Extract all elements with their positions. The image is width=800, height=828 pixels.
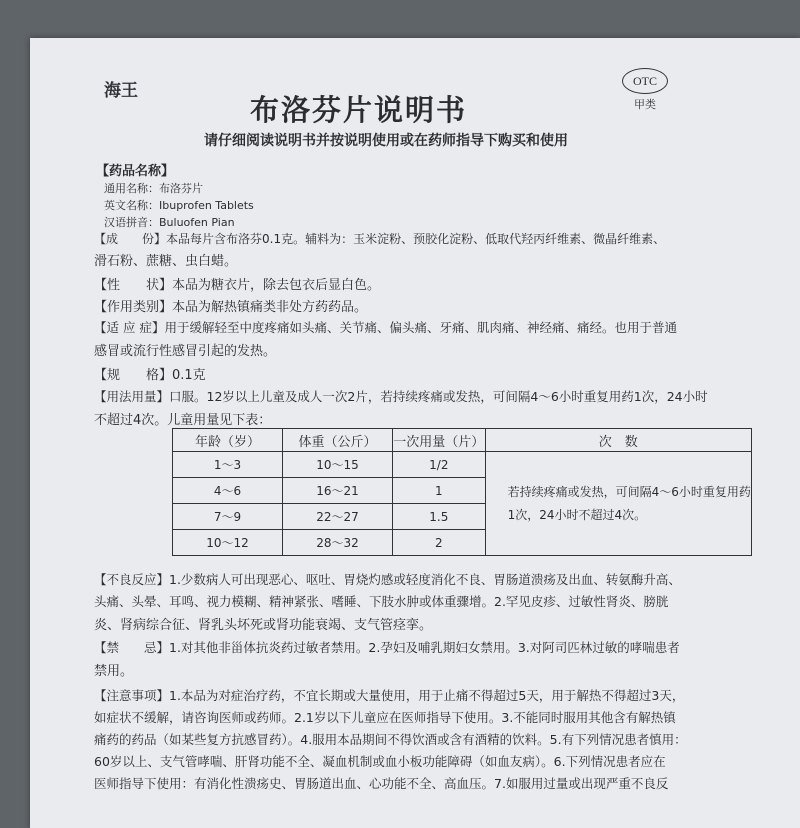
header-frequency: 次 数 [485,429,751,452]
adverse-reactions-cont-2: 炎、肾病综合征、肾乳头坏死或肾功能衰竭、支气管痉挛。 [94,618,433,633]
section-appearance: 【性 状】本品为糖衣片，除去包衣后显白色。 [94,278,381,293]
header-dose: 一次用量（片） [393,429,486,452]
weight-cell: 28～32 [283,530,393,556]
adverse-reactions-cont: 头痛、头晕、耳鸣、视力模糊、精神紧张、嗜睡、下肢水肿或体重骤增。2.罕见皮疹、过敏性肾炎、膀胱 [94,594,669,609]
header-weight: 体重（公斤） [283,429,393,452]
age-cell: 4～6 [173,478,283,504]
dosage-cont: 不超过4次。儿童用量见下表： [94,413,272,428]
dose-cell: 2 [393,530,486,556]
dosage-table [172,428,752,556]
otc-badge: OTC [622,68,668,94]
section-precautions: 【注意事项】1.本品为对症治疗药，不宜长期或大量使用，用于止痛不得超过5天，用于解热不得超过3天， [94,688,685,703]
dose-cell: 1 [393,478,486,504]
precautions-line-3: 痛药的药品（如某些复方抗感冒药）。4.服用本品期间不得饮酒或含有酒精的饮料。5.有下列情况患者慎用： [94,732,687,747]
indications-cont: 感冒或流行性感冒引起的发热。 [94,344,277,359]
table-header-row [173,429,752,452]
dose-cell: 1/2 [393,452,486,478]
english-name: 英文名称：Ibuprofen Tablets [104,199,254,212]
frequency-note: 若持续疼痛或发热，可间隔4～6小时重复用药1次，24小时不超过4次。 [485,452,751,556]
weight-cell: 22～27 [283,504,393,530]
section-category: 【作用类别】本品为解热镇痛类非处方药药品。 [94,300,368,315]
section-contraindications: 【禁 忌】1.对其他非甾体抗炎药过敏者禁用。2.孕妇及哺乳期妇女禁用。3.对阿司匹林过敏的哮喘患者 [94,640,680,655]
precautions-line-4: 60岁以上、支气管哮喘、肝肾功能不全、凝血机制或血小板功能障碍（如血友病）。6.下列情况患者应在 [94,754,666,769]
background-top [0,0,800,40]
contraindications-cont: 禁用。 [94,664,134,679]
section-adverse-reactions: 【不良反应】1.少数病人可出现恶心、呕吐、胃烧灼感或轻度消化不良、胃肠道溃疡及出血、转氨酶升高、 [94,572,681,587]
age-cell: 10～12 [173,530,283,556]
page-title: 布洛芬片说明书 [250,93,468,127]
precautions-line-2: 如症状不缓解，请咨询医师或药师。2.1岁以下儿童应在医师指导下使用。3.不能同时服用其他含有解热镇 [94,710,676,725]
table-row [173,452,752,478]
weight-cell: 16～21 [283,478,393,504]
age-cell: 7～9 [173,504,283,530]
section-drug-name: 【药品名称】 [96,164,175,179]
dose-cell: 1.5 [393,504,486,530]
section-specification: 【规 格】0.1克 [94,368,206,383]
header-age: 年龄（岁） [173,429,283,452]
ingredients-cont: 滑石粉、蔗糖、虫白蜡。 [94,254,238,269]
section-indications: 【适 应 症】用于缓解轻至中度疼痛如头痛、关节痛、偏头痛、牙痛、肌肉痛、神经痛、痛经。也用于普通 [94,320,677,335]
page-subtitle: 请仔细阅读说明书并按说明使用或在药师指导下购买和使用 [204,133,568,149]
weight-cell: 10～15 [283,452,393,478]
brand-logo: 海王 [104,81,138,101]
generic-name: 通用名称：布洛芬片 [104,182,203,195]
otc-class-label: 甲类 [634,98,656,111]
precautions-line-5: 医师指导下使用：有消化性溃疡史、胃肠道出血、心功能不全、高血压。7.如服用过量或出现严重不良反 [94,776,669,791]
section-ingredients: 【成 份】本品每片含布洛芬0.1克。辅料为：玉米淀粉、预胶化淀粉、低取代羟丙纤维素、微晶纤维素、 [94,232,666,246]
section-dosage: 【用法用量】口服。12岁以上儿童及成人一次2片，若持续疼痛或发热，可间隔4～6小时重复用药1次，24小时 [94,389,708,404]
age-cell: 1～3 [173,452,283,478]
pinyin-name: 汉语拼音：Buluofen Pian [104,216,235,229]
